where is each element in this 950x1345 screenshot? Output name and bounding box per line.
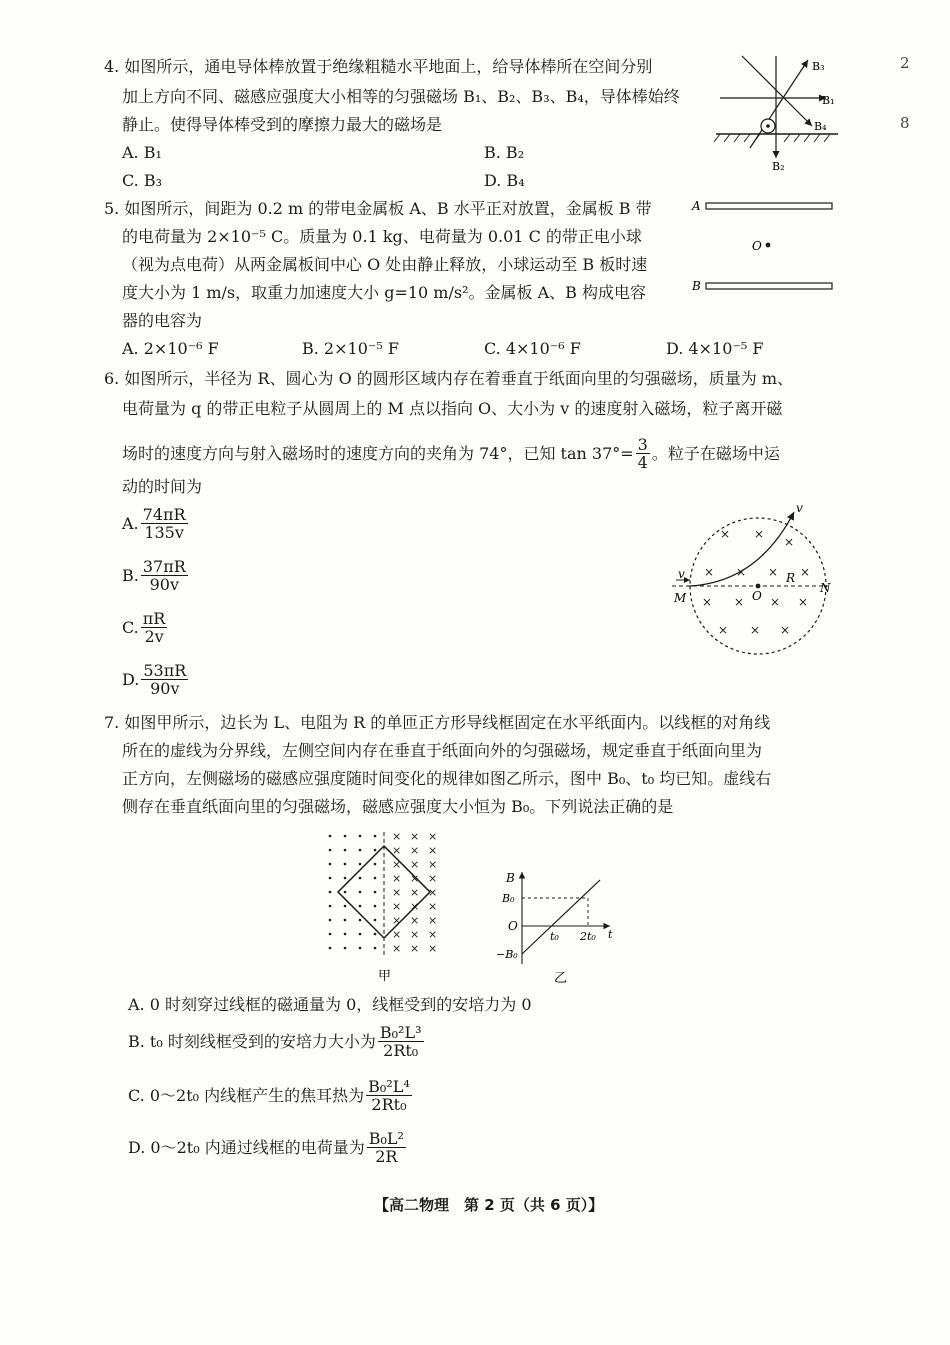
q7-line-4: 侧存在垂直纸面向里的匀强磁场，磁感应强度大小恒为 B₀。下列说法正确的是 bbox=[122, 797, 674, 816]
q7-option-d-text: D. 0～2t₀ 内通过线框的电荷量为 bbox=[128, 1137, 365, 1157]
page-footer: 【高二物理 第 2 页（共 6 页）】 bbox=[374, 1196, 604, 1214]
field-in-cross: × bbox=[428, 942, 438, 955]
q4-label-b4: B₄ bbox=[814, 120, 827, 133]
field-out-dot bbox=[374, 835, 377, 838]
q4-line-2: 加上方向不同、磁感应强度大小相等的匀强磁场 B₁、B₂、B₃、B₄，导体棒始终 bbox=[122, 87, 680, 106]
q6-option-a-num: 74πR bbox=[142, 505, 186, 524]
field-out-dot bbox=[344, 877, 347, 880]
field-in-cross: × bbox=[428, 872, 438, 885]
q7-fig-jia-diagram bbox=[322, 828, 452, 988]
svg-text:×: × bbox=[754, 527, 765, 541]
q5-label-a: A bbox=[692, 199, 701, 213]
field-in-cross: × bbox=[428, 886, 438, 899]
field-in-cross: × bbox=[410, 942, 420, 955]
q5-option-a: A. 2×10⁻⁶ F bbox=[122, 339, 219, 358]
q4-label-b3: B₃ bbox=[812, 60, 825, 73]
field-in-cross: × bbox=[392, 900, 402, 913]
q5-label-o: O bbox=[752, 239, 762, 253]
field-in-cross: × bbox=[392, 928, 402, 941]
q7-graph-o: O bbox=[508, 919, 518, 933]
q7-option-d-num: B₀L² bbox=[368, 1129, 404, 1148]
q6-line-2: 电荷量为 q 的带正电粒子从圆周上的 M 点以指向 O、大小为 v 的速度射入磁场，粒子离开磁 bbox=[122, 399, 783, 418]
field-out-dot bbox=[359, 849, 362, 852]
field-out-dot bbox=[329, 877, 332, 880]
field-in-cross: × bbox=[392, 830, 402, 843]
q5-line-2: 的电荷量为 2×10⁻⁵ C。质量为 0.1 kg、电荷量为 0.01 C 的带正电小球 bbox=[122, 227, 642, 246]
field-in-cross: × bbox=[410, 914, 420, 927]
plate-b bbox=[706, 283, 832, 289]
q7-option-b-den: 2Rt₀ bbox=[383, 1041, 419, 1060]
field-out-dot bbox=[344, 863, 347, 866]
q7-graph-t0: t₀ bbox=[550, 930, 559, 943]
q6-line-3-tail: 。粒子在磁场中运 bbox=[651, 443, 780, 463]
q6-option-b-label: B. bbox=[122, 565, 139, 585]
field-out-dot bbox=[359, 947, 362, 950]
q6-option-b-num: 37πR bbox=[142, 557, 186, 576]
svg-text:×: × bbox=[780, 623, 791, 637]
q7-graph-2t0: 2t₀ bbox=[580, 930, 596, 943]
field-out-dot bbox=[359, 891, 362, 894]
q6-label-m: M bbox=[674, 591, 687, 605]
field-out-dot bbox=[344, 947, 347, 950]
svg-text:×: × bbox=[784, 535, 795, 549]
field-out-dot bbox=[344, 835, 347, 838]
q7-option-b-num: B₀²L³ bbox=[379, 1023, 422, 1042]
field-out-dot bbox=[374, 877, 377, 880]
field-out-dot bbox=[329, 835, 332, 838]
field-in-cross: × bbox=[392, 858, 402, 871]
field-in-cross: × bbox=[410, 830, 420, 843]
q6-option-b-den: 90v bbox=[149, 575, 179, 594]
q6-line-1: 6. 如图所示，半径为 R、圆心为 O 的圆形区域内存在着垂直于纸面向里的匀强磁场，质量为 m、 bbox=[104, 369, 794, 388]
svg-text:×: × bbox=[736, 565, 747, 579]
q6-option-a-label: A. bbox=[122, 513, 139, 533]
svg-text:×: × bbox=[704, 565, 715, 579]
field-out-dot bbox=[329, 891, 332, 894]
q6-option-c-den: 2v bbox=[144, 627, 164, 646]
field-out-dot bbox=[374, 863, 377, 866]
field-in-cross: × bbox=[410, 886, 420, 899]
field-in-cross: × bbox=[410, 872, 420, 885]
q6-option-d bbox=[122, 662, 190, 697]
field-in-cross: × bbox=[392, 942, 402, 955]
svg-text:×: × bbox=[750, 623, 761, 637]
q7-option-b bbox=[128, 1024, 426, 1059]
svg-text:×: × bbox=[798, 595, 809, 609]
field-out-dot bbox=[344, 919, 347, 922]
q6-label-o: O bbox=[752, 589, 762, 603]
q4-option-a: A. B₁ bbox=[122, 143, 162, 162]
field-out-dot bbox=[374, 891, 377, 894]
svg-text:×: × bbox=[718, 623, 729, 637]
q5-option-d: D. 4×10⁻⁵ F bbox=[666, 339, 764, 358]
q6-line-3-text: 场时的速度方向与射入磁场时的速度方向的夹角为 74°，已知 tan 37°= bbox=[122, 443, 634, 463]
q6-label-v-out: v bbox=[796, 501, 803, 515]
q5-capacitor-diagram bbox=[690, 194, 840, 300]
q6-option-c-num: πR bbox=[142, 609, 166, 628]
field-out-dot bbox=[359, 835, 362, 838]
field-out-dot bbox=[359, 877, 362, 880]
q6-option-a bbox=[122, 506, 190, 541]
svg-text:×: × bbox=[720, 527, 731, 541]
svg-text:×: × bbox=[800, 565, 811, 579]
svg-text:×: × bbox=[770, 595, 781, 609]
field-out-dot bbox=[359, 919, 362, 922]
q7-graph-neg-b0: −B₀ bbox=[496, 948, 518, 961]
q6-tan-den: 4 bbox=[637, 453, 648, 472]
q4-label-b2: B₂ bbox=[772, 160, 785, 173]
field-out-dot bbox=[374, 919, 377, 922]
q7-line-2: 所在的虚线为分界线，左侧空间内存在垂直于纸面向外的匀强磁场，规定垂直于纸面向里为 bbox=[122, 741, 763, 760]
svg-text:×: × bbox=[702, 595, 713, 609]
q4-field-diagram bbox=[708, 52, 848, 178]
q4-option-d: D. B₄ bbox=[484, 171, 525, 190]
field-out-dot bbox=[329, 905, 332, 908]
q7-fig-yi-label: 乙 bbox=[554, 971, 568, 986]
q7-option-c-num: B₀²L⁴ bbox=[368, 1077, 410, 1096]
q4-option-c: C. B₃ bbox=[122, 171, 163, 190]
q4-line-3: 静止。使得导体棒受到的摩擦力最大的磁场是 bbox=[122, 115, 443, 134]
field-out-dot bbox=[344, 933, 347, 936]
q6-label-v-in: v bbox=[678, 567, 685, 581]
field-in-cross: × bbox=[428, 830, 438, 843]
q6-tan-num: 3 bbox=[637, 435, 648, 454]
field-out-dot bbox=[359, 905, 362, 908]
field-out-dot bbox=[329, 947, 332, 950]
q4-option-b: B. B₂ bbox=[484, 143, 525, 162]
q5-line-4: 度大小为 1 m/s，取重力加速度大小 g=10 m/s²。金属板 A、B 构成电容 bbox=[122, 283, 646, 302]
q5-option-b: B. 2×10⁻⁵ F bbox=[302, 339, 399, 358]
field-in-cross: × bbox=[410, 844, 420, 857]
field-out-dot bbox=[344, 891, 347, 894]
field-out-dot bbox=[374, 947, 377, 950]
q7-fig-jia-label: 甲 bbox=[378, 969, 392, 984]
margin-mark-1: 2 bbox=[900, 54, 910, 72]
field-in-cross: × bbox=[392, 886, 402, 899]
q7-option-c-den: 2Rt₀ bbox=[371, 1095, 407, 1114]
field-out-dot bbox=[374, 849, 377, 852]
field-in-cross: × bbox=[410, 928, 420, 941]
q7-line-1: 7. 如图甲所示，边长为 L、电阻为 R 的单匝正方形导线框固定在水平纸面内。以线框的对角线 bbox=[104, 713, 771, 732]
field-out-dot bbox=[359, 933, 362, 936]
margin-mark-2: 8 bbox=[900, 114, 910, 132]
field-in-cross: × bbox=[428, 928, 438, 941]
q5-line-3: （视为点电荷）从两金属板间中心 O 处由静止释放，小球运动至 B 板时速 bbox=[122, 255, 648, 274]
field-in-cross: × bbox=[392, 914, 402, 927]
q6-option-c-label: C. bbox=[122, 617, 139, 637]
q7-option-d bbox=[128, 1130, 408, 1165]
q6-tan-fraction bbox=[636, 436, 650, 471]
q7-graph-t: t bbox=[608, 928, 613, 941]
q5-label-b: B bbox=[692, 279, 701, 293]
q6-line-3 bbox=[122, 436, 780, 471]
field-out-dot bbox=[374, 933, 377, 936]
q7-option-c-text: C. 0～2t₀ 内线框产生的焦耳热为 bbox=[128, 1085, 365, 1105]
q5-line-1: 5. 如图所示，间距为 0.2 m 的带电金属板 A、B 水平正对放置，金属板 B 带 bbox=[104, 199, 652, 218]
field-in-cross: × bbox=[428, 914, 438, 927]
ball-o bbox=[766, 243, 771, 248]
q6-option-c bbox=[122, 610, 169, 645]
field-out-dot bbox=[374, 905, 377, 908]
q4-line-1: 4. 如图所示，通电导体棒放置于绝缘粗糙水平地面上，给导体棒所在空间分别 bbox=[104, 57, 653, 76]
q7-graph-b: B bbox=[506, 871, 515, 885]
q7-option-c bbox=[128, 1078, 414, 1113]
field-out-dot bbox=[359, 863, 362, 866]
field-out-dot bbox=[344, 849, 347, 852]
q6-option-b bbox=[122, 558, 190, 593]
field-in-cross: × bbox=[428, 844, 438, 857]
q4-label-b1: B₁ bbox=[822, 94, 835, 107]
q7-fig-yi-graph bbox=[492, 864, 622, 988]
q6-line-4: 动的时间为 bbox=[122, 477, 203, 496]
field-in-cross: × bbox=[428, 858, 438, 871]
field-in-cross: × bbox=[392, 872, 402, 885]
q5-line-5: 器的电容为 bbox=[122, 311, 203, 330]
q7-option-a: A. 0 时刻穿过线框的磁通量为 0，线框受到的安培力为 0 bbox=[128, 995, 532, 1014]
q5-option-c: C. 4×10⁻⁶ F bbox=[484, 339, 581, 358]
field-out-dot bbox=[329, 933, 332, 936]
q6-option-d-label: D. bbox=[122, 669, 140, 689]
field-in-cross: × bbox=[410, 858, 420, 871]
field-out-dot bbox=[344, 905, 347, 908]
q7-option-b-text: B. t₀ 时刻线框受到的安培力大小为 bbox=[128, 1031, 376, 1051]
q6-option-d-den: 90v bbox=[150, 679, 180, 698]
q6-option-d-num: 53πR bbox=[143, 661, 187, 680]
svg-text:×: × bbox=[768, 565, 779, 579]
q6-magnetic-circle-diagram bbox=[668, 500, 840, 664]
field-out-dot bbox=[329, 863, 332, 866]
q7-graph-b0: B₀ bbox=[502, 892, 515, 905]
field-out-dot bbox=[329, 919, 332, 922]
q6-label-r: R bbox=[786, 571, 796, 585]
q7-line-3: 正方向，左侧磁场的磁感应强度随时间变化的规律如图乙所示，图中 B₀、t₀ 均已知。虚线右 bbox=[122, 769, 772, 788]
field-in-cross: × bbox=[392, 844, 402, 857]
plate-a bbox=[706, 203, 832, 209]
svg-text:×: × bbox=[734, 595, 745, 609]
field-in-cross: × bbox=[410, 900, 420, 913]
field-in-cross: × bbox=[428, 900, 438, 913]
q7-option-d-den: 2R bbox=[375, 1147, 398, 1166]
q6-label-n: N bbox=[820, 581, 831, 595]
field-out-dot bbox=[329, 849, 332, 852]
q6-option-a-den: 135v bbox=[144, 523, 184, 542]
